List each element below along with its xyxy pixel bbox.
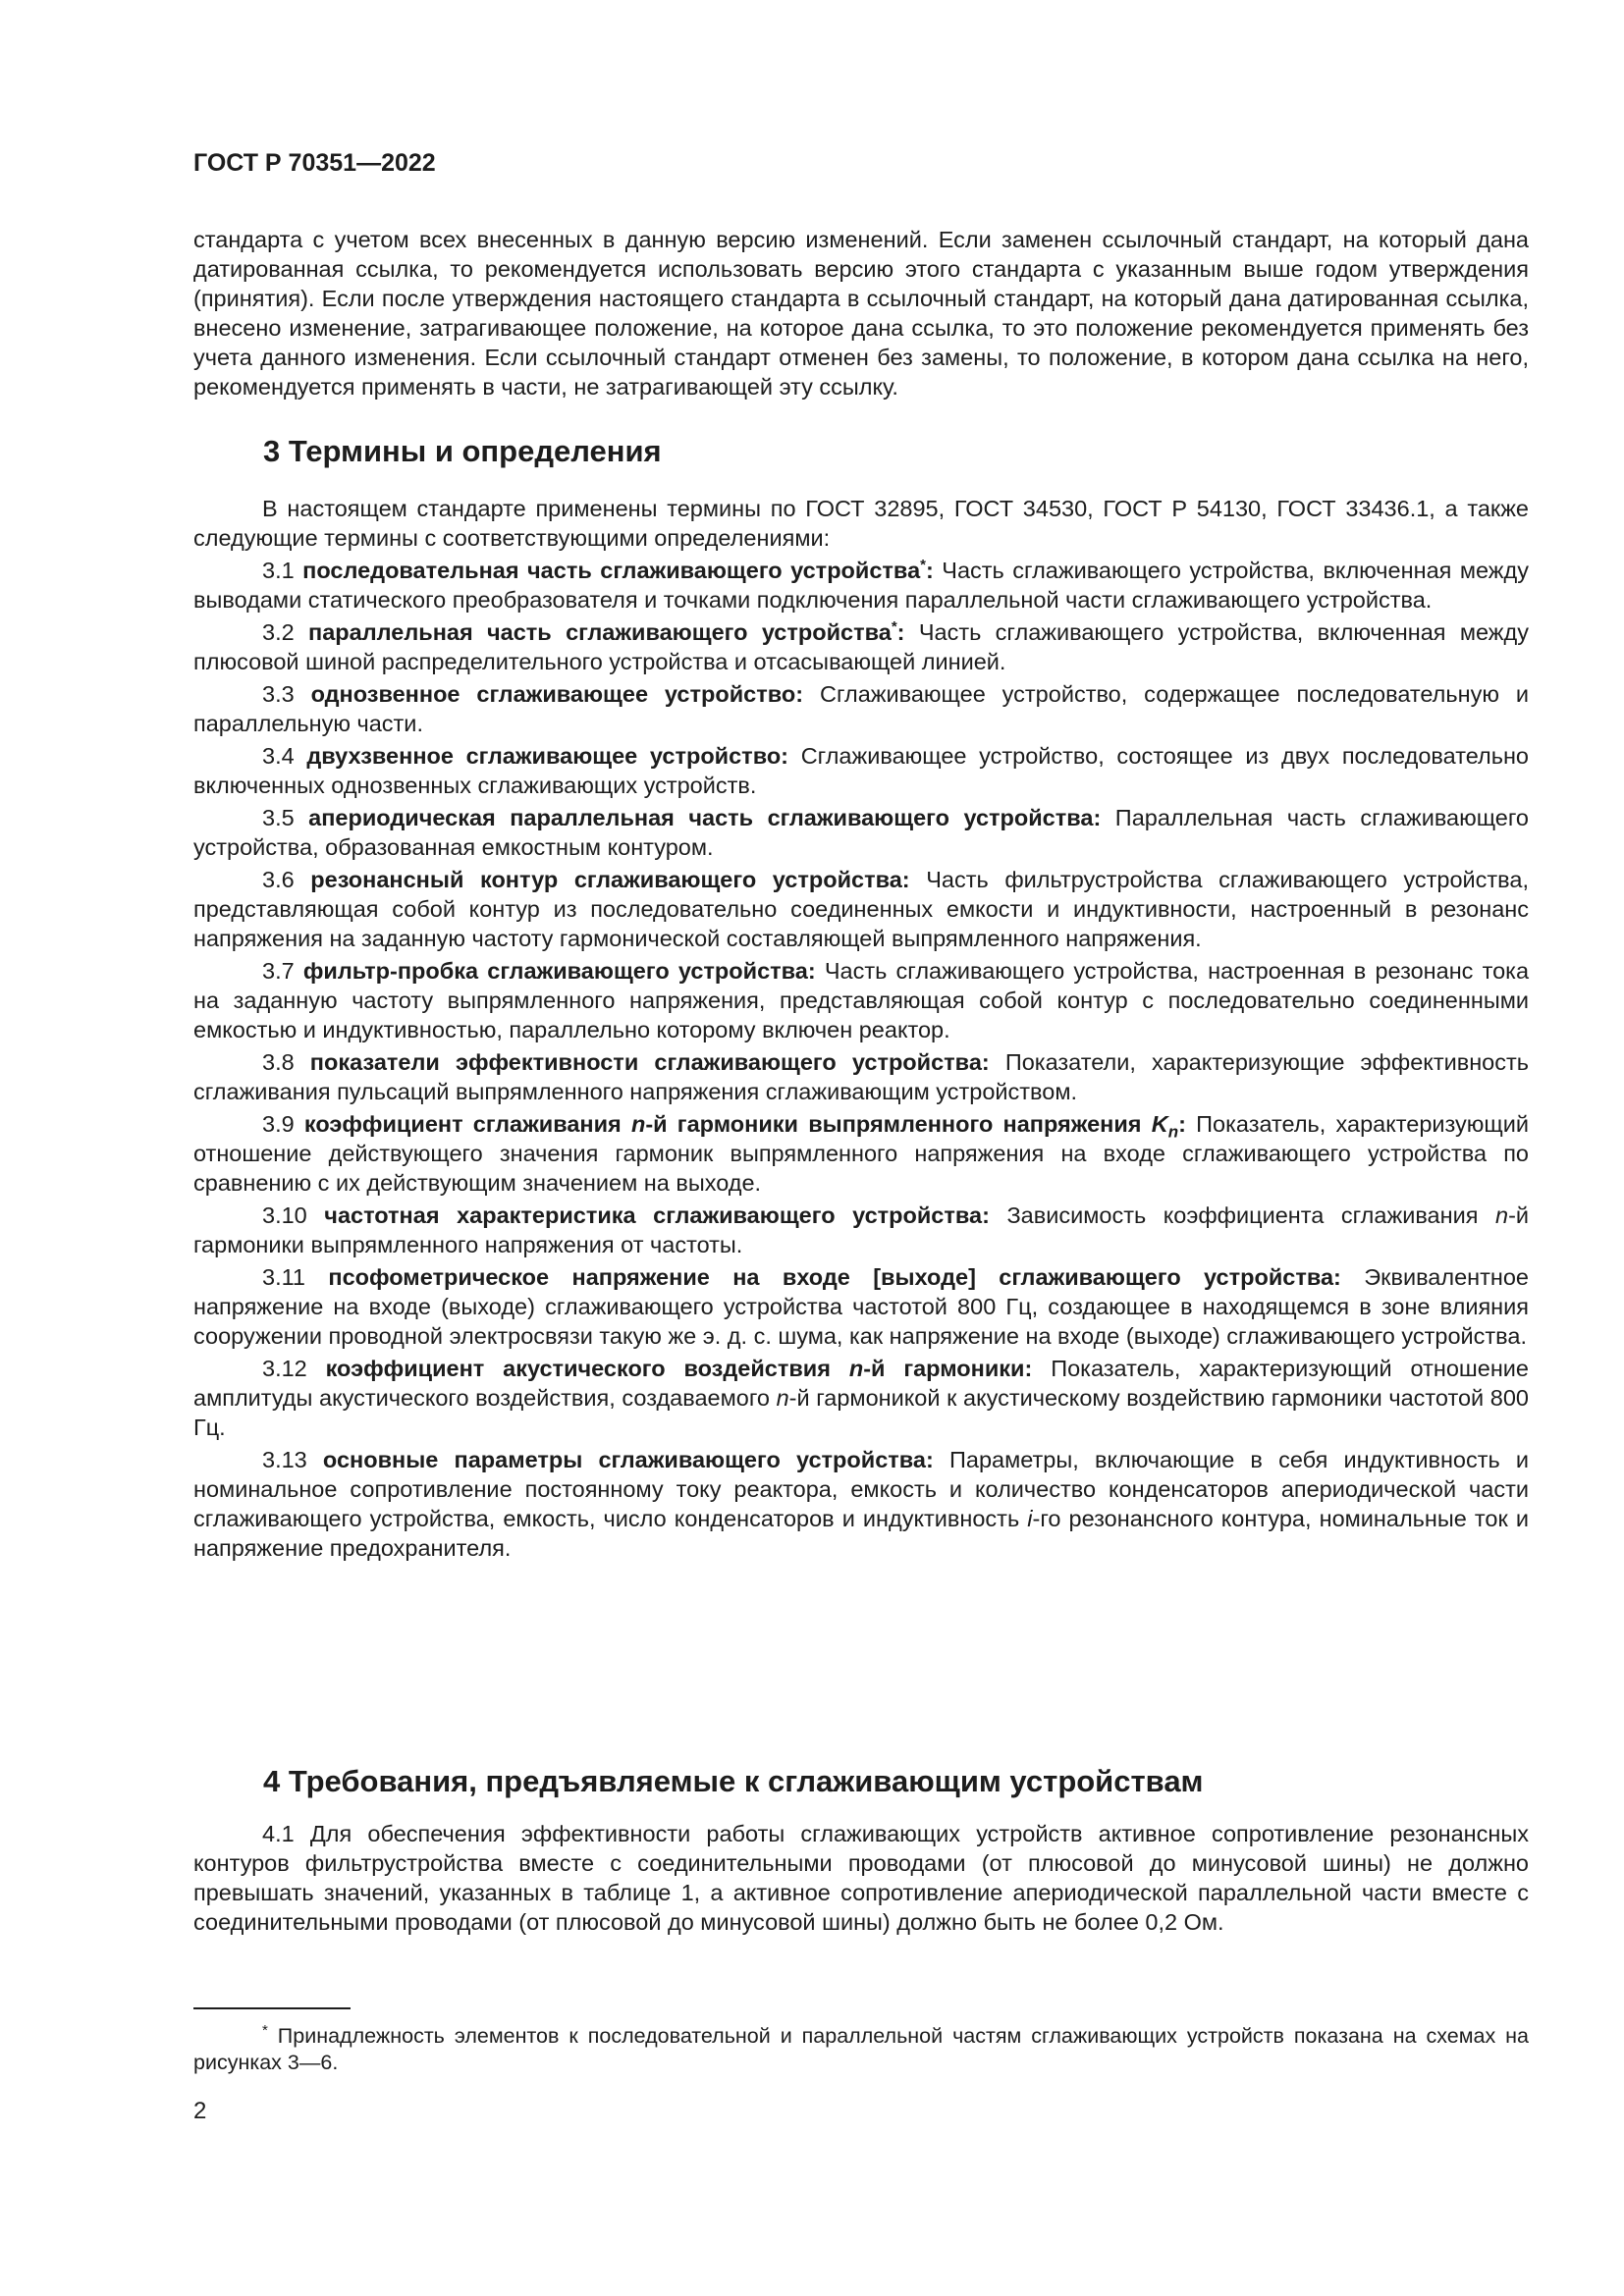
term-3-2: 3.2 параллельная часть сглаживающего устройства*: Часть сглаживающего устройства, включенная между плюсовой шиной распределительного устройства и отсасывающей линией. [193,618,1529,674]
term-3-10: 3.10 частотная характеристика сглаживающего устройства: Зависимость коэффициента сглаживания n-й гармоники выпрямленного напряжения от частоты. [193,1202,1530,1257]
footnote-divider [193,2007,351,2009]
term-name: резонансный контур сглаживающего устройства: [310,867,910,892]
term-3-4: 3.4 двухзвенное сглаживающее устройство: Сглаживающее устройство, состоящее из двух последовательно включенных однозвенных сглаживающих устройств. [193,743,1529,798]
section-3-title: 3 Термины и определения [263,434,662,468]
term-3-3: 3.3 однозвенное сглаживающее устройство: Сглаживающее устройство, содержащее последовательную и параллельную части. [193,681,1530,736]
term-name: параллельная часть сглаживающего устройства [308,619,892,645]
term-definition: Показатель, характеризующий отношение амплитуды акустического воздействия, создаваемого n-й гармоникой к акустическому воздействию гармоники частотой 800 Гц. [193,1356,1530,1440]
term-3-1: 3.1 последовательная часть сглаживающего устройства*: Часть сглаживающего устройства, включенная между выводами статического преобразователя и точками подключения параллельной части сглаживающего устройства. [193,557,1529,613]
footnote [193,2023,1529,2079]
section-3-intro: В настоящем стандарте применены термины по ГОСТ 32895, ГОСТ 34530, ГОСТ Р 54130, ГОСТ 33436.1, а также следующие термины с соответствующими определениями: [193,496,1529,551]
term-3-5: 3.5 апериодическая параллельная часть сглаживающего устройства: Параллельная часть сглаживающего устройства, образованная емкостным контуром. [193,805,1529,860]
term-definition: Показатели, характеризующие эффективность сглаживания пульсаций выпрямленного напряжения сглаживающим устройством. [193,1049,1530,1104]
term-name: коэффициент сглаживания n-й гармоники выпрямленного напряжения $K_n$: [303,1111,1186,1142]
intro-paragraph [193,225,1529,404]
term-definition: Часть сглаживающего устройства, настроенная в резонанс тока на заданную частоту выпрямленного напряжения, представляющая собой контур с последовательно соединенными емкостью и индуктивностью, параллельно которому включен реактор. [193,958,1530,1042]
section-4-title: 4 Требования, предъявляемые к сглаживающим устройствам [263,1764,1204,1798]
term-definition: Эквивалентное напряжение на входе (выходе) сглаживающего устройства частотой 800 Гц, создающее в находящемся в зоне влияния сооружении проводной электросвязи такую же э. д. с. шума, как напряжение на входе (выходе) сглаживающего устройства. [193,1264,1529,1349]
footnote-mark: * [262,2021,268,2039]
term-3-12: 3.12 коэффициент акустического воздействия n-й гармоники: Показатель, характеризующий отношение амплитуды акустического воздействия, создаваемого n-й гармоникой к акустическому воздействию гармоники частотой 800 Гц. [193,1356,1530,1440]
term-definition: Параллельная часть сглаживающего устройства, образованная емкостным контуром. [193,805,1529,860]
term-3-6: 3.6 резонансный контур сглаживающего устройства: Часть фильтрустройства сглаживающего устройства, представляющая собой контур из последовательно соединенных емкости и индуктивности, настроенный в резонанс напряжения на заданную частоту гармонической составляющей выпрямленного напряжения. [193,867,1529,951]
term-3-9: 3.9 коэффициент сглаживания n-й гармоники выпрямленного напряжения $K_n$: Показатель, характеризующий отношение действующего значения гармоник выпрямленного напряжения на входе сглаживающего устройства по сравнению с их действующим значением на выходе. [193,1111,1530,1196]
document-header: ГОСТ Р 70351—2022 [193,149,436,177]
symbol-kn: K [1151,1111,1168,1137]
term-name: основные параметры сглаживающего устройства: [322,1447,934,1472]
term-definition: Сглаживающее устройство, состоящее из двух последовательно включенных однозвенных сглаживающих устройств. [193,743,1529,798]
term-3-13: 3.13 основные параметры сглаживающего устройства: Параметры, включающие в себя индуктивность и номинальное сопротивление постоянному току реактора, емкость и количество конденсаторов апериодической части сглаживающего устройства, емкость, число конденсаторов и индуктивность i-го резонансного контура, номинальные ток и напряжение предохранителя. [193,1447,1530,1561]
term-name: двухзвенное сглаживающее устройство: [306,743,789,769]
term-3-7: 3.7 фильтр-пробка сглаживающего устройства: Часть сглаживающего устройства, настроенная в резонанс тока на заданную частоту выпрямленного напряжения, представляющая собой контур с последовательно соединенными емкостью и индуктивностью, параллельно которому включен реактор. [193,958,1530,1042]
term-name: частотная характеристика сглаживающего устройства: [324,1202,990,1228]
term-3-8: 3.8 показатели эффективности сглаживающего устройства: Показатели, характеризующие эффективность сглаживания пульсаций выпрямленного напряжения сглаживающим устройством. [193,1049,1530,1104]
term-name: псофометрическое напряжение на входе [выходе] сглаживающего устройства: [328,1264,1341,1290]
term-name: однозвенное сглаживающее устройство: [310,681,804,707]
footnote-text: Принадлежность элементов к последовательной и параллельной частям сглаживающих устройств показана на схемах на рисунках 3—6. [193,2024,1529,2074]
term-definition: Часть сглаживающего устройства, включенная между плюсовой шиной распределительного устройства и отсасывающей линией. [193,619,1529,674]
term-definition: Зависимость коэффициента сглаживания n-й гармоники выпрямленного напряжения от частоты. [193,1202,1530,1257]
document-page [193,0,1529,2296]
term-definition: Часть сглаживающего устройства, включенная между выводами статического преобразователя и точками подключения параллельной части сглаживающего устройства. [193,558,1529,613]
term-definition: Параметры, включающие в себя индуктивность и номинальное сопротивление постоянному току реактора, емкость и количество конденсаторов апериодической части сглаживающего устройства, емкость, число конденсаторов и индуктивность i-го резонансного контура, номинальные ток и напряжение предохранителя. [193,1447,1530,1561]
term-name: последовательная часть сглаживающего устройства [302,558,921,583]
term-3-11: 3.11 псофометрическое напряжение на входе [выходе] сглаживающего устройства: Эквивалентное напряжение на входе (выходе) сглаживающего устройства частотой 800 Гц, создающее в находящемся в зоне влияния сооружении проводной электросвязи такую же э. д. с. шума, как напряжение на входе (выходе) сглаживающего устройства. [193,1264,1529,1349]
section-4-body [193,1819,1529,1940]
term-definition: Часть фильтрустройства сглаживающего устройства, представляющая собой контур из последовательно соединенных емкости и индуктивности, настроенный в резонанс напряжения на заданную частоту гармонической составляющей выпрямленного напряжения. [193,867,1529,951]
term-definition: Показатель, характеризующий отношение действующего значения гармоник выпрямленного напряжения на входе сглаживающего устройства по сравнению с их действующим значением на выходе. [193,1111,1530,1196]
page-number: 2 [193,2098,207,2124]
term-name: апериодическая параллельная часть сглаживающего устройства: [308,805,1102,830]
term-definition: Сглаживающее устройство, содержащее последовательную и параллельную части. [193,681,1530,736]
section-3-body [193,494,1529,1566]
clause-4-1: 4.1 Для обеспечения эффективности работы сглаживающих устройств активное сопротивление резонансных контуров фильтрустройства вместе с соединительными проводами (от плюсовой до минусовой шины) не должно превышать значений, указанных в таблице 1, а активное сопротивление апериодической параллельной части вместе с соединительными проводами (от плюсовой до минусовой шины) должно быть не более 0,2 Ом. [193,1821,1529,1935]
intro-text: стандарта с учетом всех внесенных в данную версию изменений. Если заменен ссылочный стандарт, на который дана датированная ссылка, то рекомендуется использовать версию этого стандарта с указанным выше годом утверждения (принятия). Если после утверждения настоящего стандарта в ссылочный стандарт, на который дана датированная ссылка, внесено изменение, затрагивающее положение, на которое дана ссылка, то это положение рекомендуется применять без учета данного изменения. Если ссылочный стандарт отменен без замены, то положение, в котором дана ссылка на него, рекомендуется применять в части, не затрагивающей эту ссылку. [193,227,1529,400]
term-name: фильтр-пробка сглаживающего устройства: [302,958,816,984]
term-name: показатели эффективности сглаживающего устройства: [309,1049,990,1075]
term-name: коэффициент акустического воздействия n-й гармоники: [325,1356,1033,1381]
